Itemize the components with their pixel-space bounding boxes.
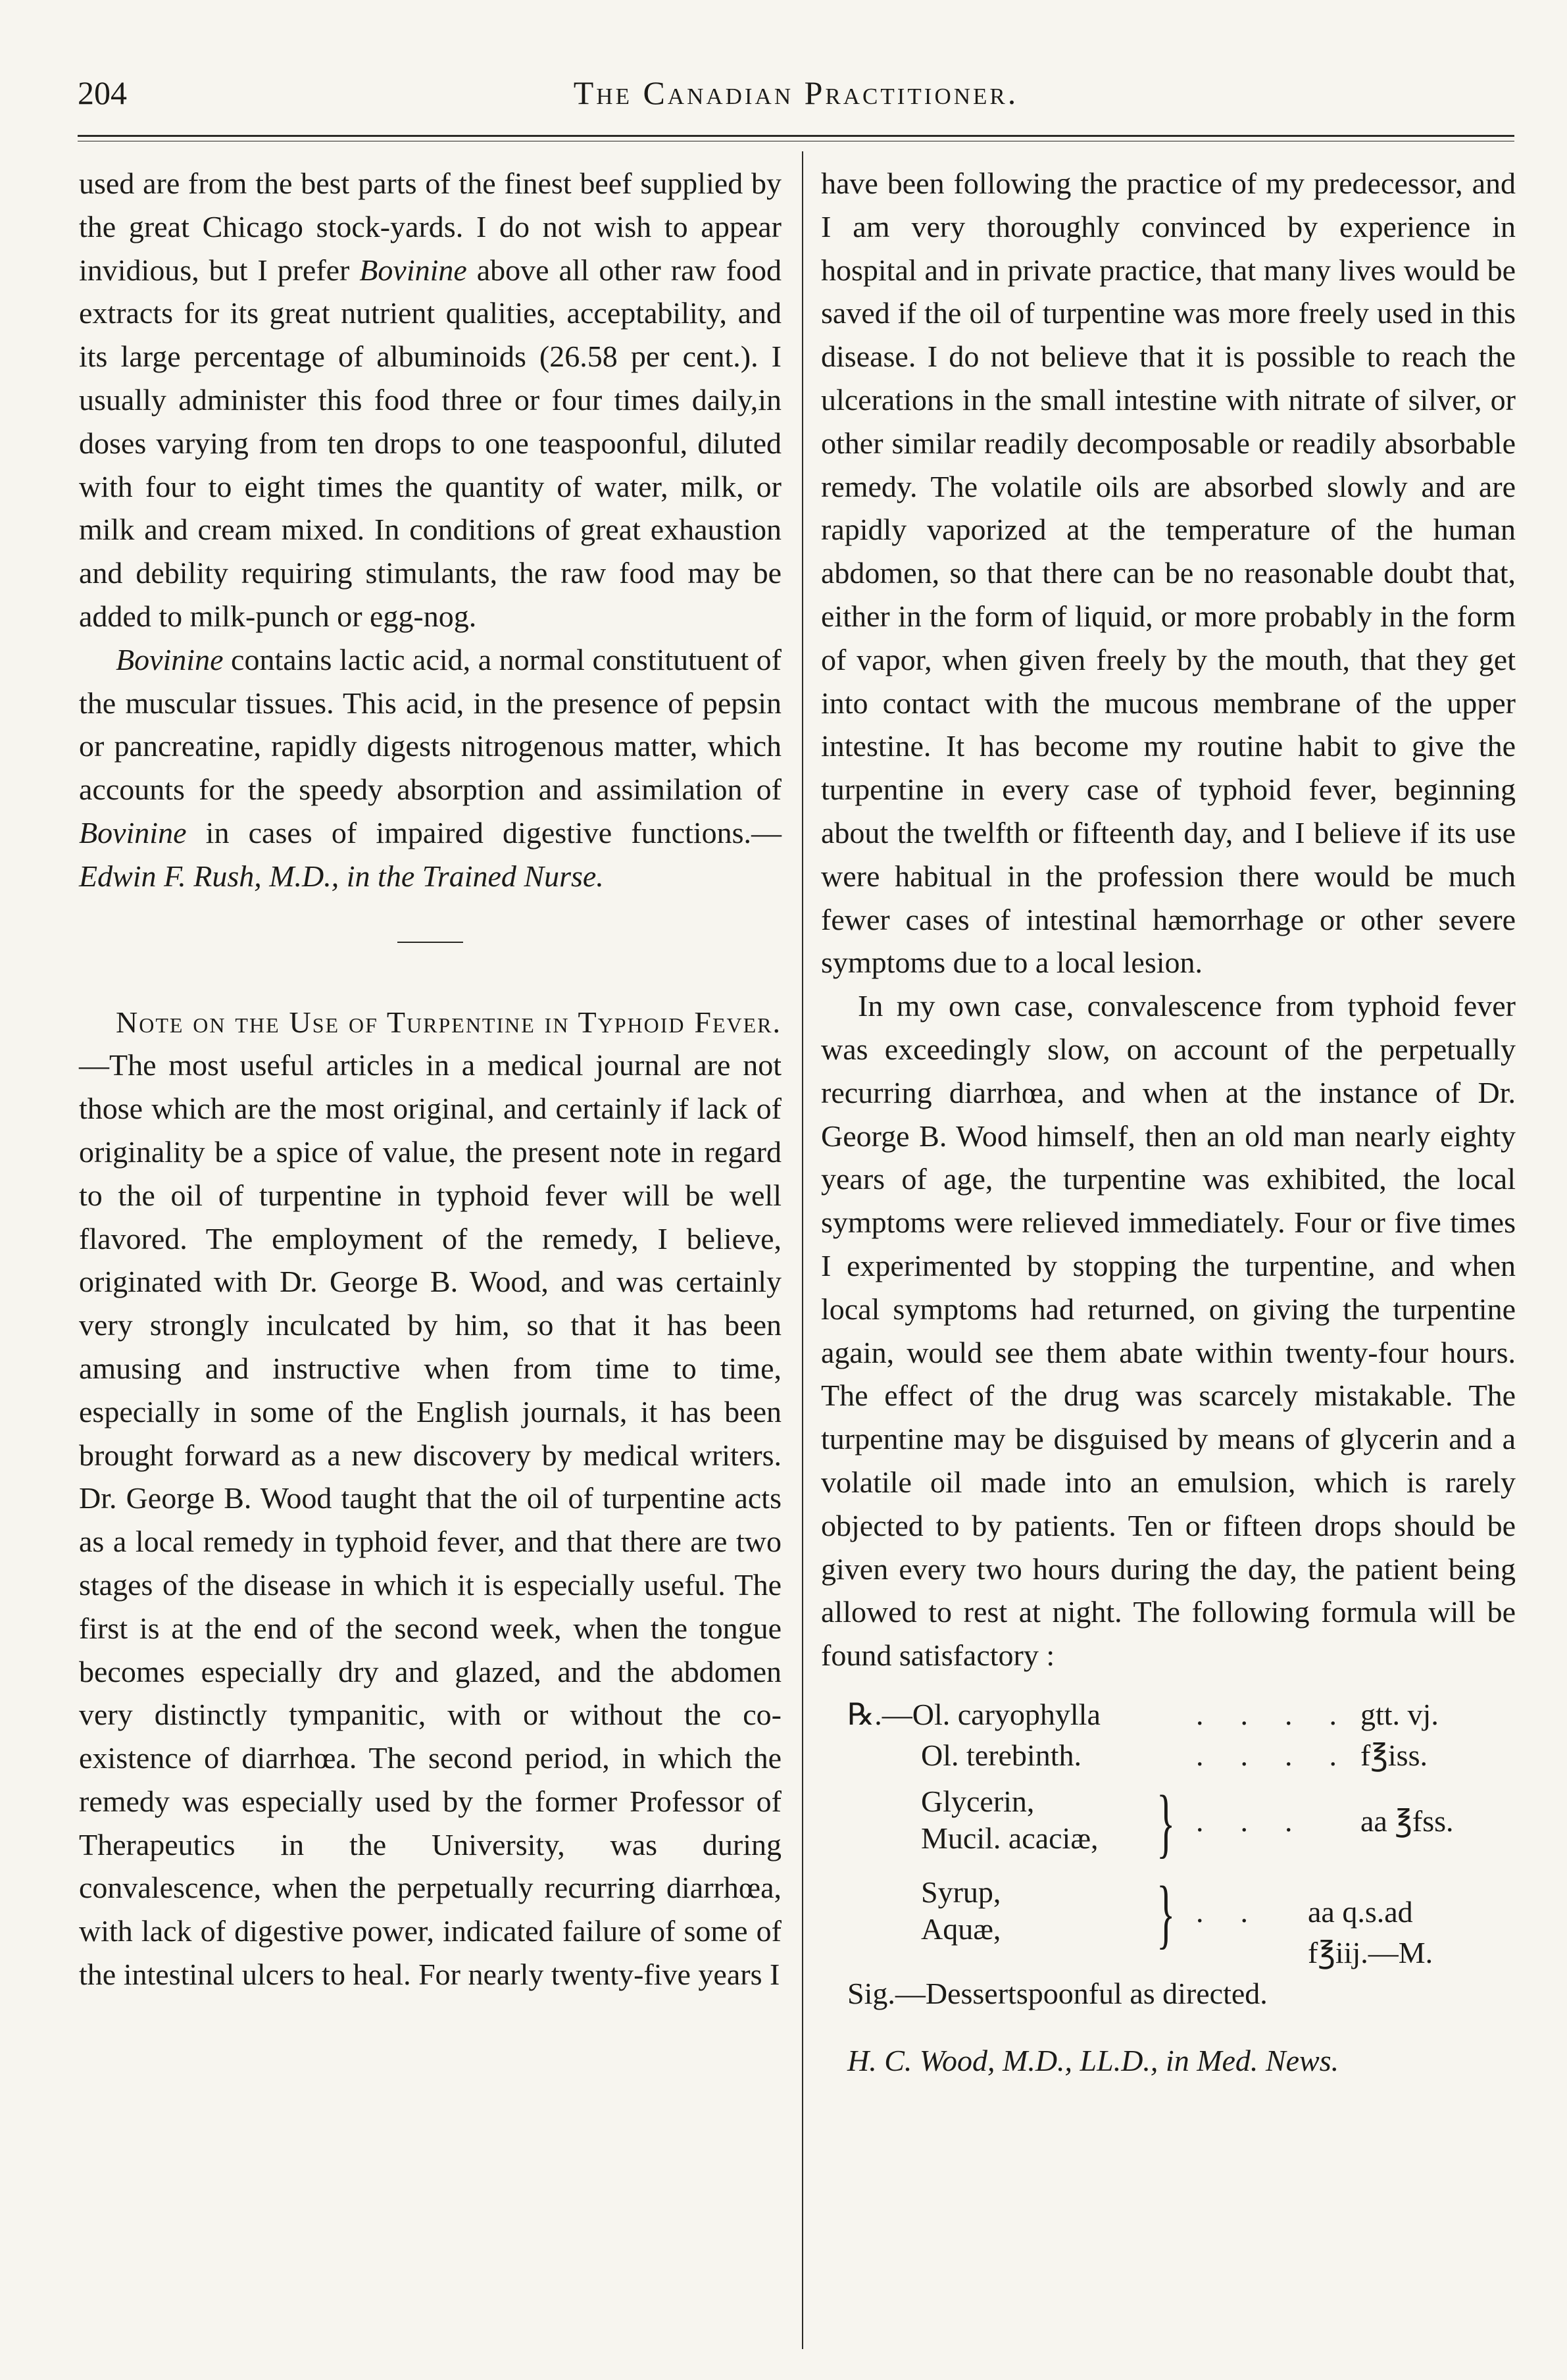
running-head bbox=[78, 64, 1514, 124]
rx-ingredient: Ol. terebinth. bbox=[921, 1738, 1082, 1772]
rx-grouped-lines bbox=[847, 1869, 1472, 1969]
rx-ingredient: Mucil. acaciæ, bbox=[921, 1821, 1099, 1855]
article-signature: H. C. Wood, M.D., LL.D., in Med. News. bbox=[847, 2043, 1339, 2077]
turpentine-paragraph-3: In my own case, convalescence from typhoid fever was exceedingly slow, on account of the perpetually recurring diarrhœa, and when at the instance of Dr. George B. Wood himself, then an old man nearly eighty years of age, the turpentine was exhibited, the local symptoms were relieved immediately. Four or five times I experimented by stopping the turpentine, and when local symptoms had returned, on giving the turpentine again, would see them abate within twenty-four hours. The effect of the drug was scarcely mistakable. The turpentine may be disguised by means of glycerin and a volatile oil made into an emulsion, which is rarely objected to by patients. Ten or fifteen drops should be given every two hours during the day, the patient being allowed to rest at night. The following formula will be found satisfactory : bbox=[821, 989, 1516, 1673]
rx-ingredient: Syrup, bbox=[921, 1875, 1001, 1909]
rx-ingredient: Aquæ, bbox=[921, 1912, 1001, 1946]
rx-leader-dots: .... bbox=[1196, 1738, 1374, 1772]
rx-amount: f℥iss. bbox=[1360, 1738, 1428, 1772]
article-source: Edwin F. Rush, M.D., in the Trained Nurse. bbox=[79, 859, 604, 893]
header-rule bbox=[78, 135, 1514, 137]
product-name: Bovinine bbox=[116, 642, 224, 676]
rx-symbol: ℞.— bbox=[847, 1697, 912, 1731]
turpentine-paragraph-2: have been following the practice of my predecessor, and I am very thoroughly convinced by experience in hospital and in private practice, that many lives would be saved if the oil of turpentine was more freely used in this disease. I do not believe that it is possible to reach the ulcerations in the small intestine with nitrate of silver, or other similar readily decomposable or readily absorbable remedy. The volatile oils are absorbed slowly and are rapidly vaporized at the temperature of the human abdomen, so that there can be no reasonable doubt that, either in the form of liquid, or more probably in the form of vapor, when given freely by the mouth, that they get into contact with the mucous membrane of the upper intestine. It has become my routine habit to give the turpentine in every case of typhoid fever, beginning about the twelfth or fifteenth day, and I believe if its use were habitual in the profession there would be much fewer cases of intestinal hæmorrhage or other severe symptoms due to a local lesion. bbox=[821, 166, 1516, 980]
rx-amount: gtt. vj. bbox=[1360, 1697, 1439, 1731]
journal-title: The Canadian Practitioner. bbox=[573, 74, 1019, 111]
rx-leader-dots: ... bbox=[1196, 1804, 1330, 1838]
rx-amount: aa q.s.ad f℥iij.—M. bbox=[1308, 1894, 1433, 1969]
rx-ingredient: Ol. caryophylla bbox=[912, 1697, 1101, 1731]
rx-leader-dots: .... bbox=[1196, 1697, 1374, 1731]
rx-leader-dots: .. bbox=[1196, 1894, 1285, 1929]
page-number: 204 bbox=[78, 74, 127, 111]
article-heading: Note on the Use of Turpentine in Typhoid Fever. bbox=[116, 1005, 782, 1039]
left-column bbox=[79, 162, 782, 1996]
bovinine-paragraph-2: Bovinine contains lactic acid, a normal constitutuent of the muscular tissues. This acid, in the presence of pepsin or pancreatine, rapidly digests nitrogenous matter, which accounts for the speedy absorption and assimilation of Bovinine in cases of impaired digestive functions.—Edwin F. Rush, M.D., in the Trained Nurse. bbox=[79, 642, 782, 893]
section-separator bbox=[397, 942, 463, 943]
right-column bbox=[821, 162, 1516, 2082]
prescription-formula bbox=[847, 1694, 1472, 1969]
rx-amount: aa ℥fss. bbox=[1360, 1804, 1454, 1838]
product-name: Bovinine bbox=[79, 815, 187, 849]
turpentine-paragraph-1: Note on the Use of Turpentine in Typhoid Fever.—The most useful articles in a medical journal are not those which are the most original, and certainly if lack of originality be a spice of value, the present note in regard to the oil of turpentine in typhoid fever will be well flavored. The employment of the remedy, I believe, originated with Dr. George B. Wood, and was certainly very strongly inculcated by him, so that it has been amusing and instructive when from time to time, especially in some of the English journals, it has been brought forward as a new discovery by medical writers. Dr. George B. Wood taught that the oil of turpentine acts as a local remedy in typhoid fever, and that there are two stages of the disease in which it is especially useful. The first is at the end of the second week, when the tongue becomes especially dry and glazed, and the abdomen very distinctly tympanitic, with or without the co-existence of diarrhœa. The second period, in which the remedy was especially used by the former Professor of Therapeutics in the University, was during convalescence, when the perpetually recurring diarrhœa, with lack of digestive power, indicated failure of some of the intestinal ulcers to heal. For nearly twenty-five years I bbox=[79, 1005, 782, 1992]
column-divider bbox=[802, 151, 803, 2349]
rx-brace: } bbox=[1157, 1779, 1176, 1865]
product-name: Bovinine bbox=[359, 253, 467, 287]
rx-grouped-lines bbox=[847, 1781, 1472, 1863]
rx-line bbox=[847, 1694, 1472, 1735]
rx-ingredient: Glycerin, bbox=[921, 1784, 1035, 1818]
rx-line bbox=[847, 1735, 1472, 1776]
rx-brace: } bbox=[1157, 1869, 1176, 1956]
dosage-instruction: Sig.—Dessertspoonful as directed. bbox=[847, 1976, 1268, 2010]
bovinine-paragraph-1: used are from the best parts of the finest beef supplied by the great Chicago stock-yards. I do not wish to appear invidious, but I prefer Bovinine above all other raw food extracts for its great nutrient qualities, acceptability, and its large percentage of albuminoids (26.58 per cent.). I usually administer this food three or four times daily,in doses varying from ten drops to one teaspoonful, diluted with four to eight times the quantity of water, milk, or milk and cream mixed. In conditions of great exhaustion and debility requiring stimulants, the raw food may be added to milk-punch or egg-nog. bbox=[79, 166, 782, 633]
